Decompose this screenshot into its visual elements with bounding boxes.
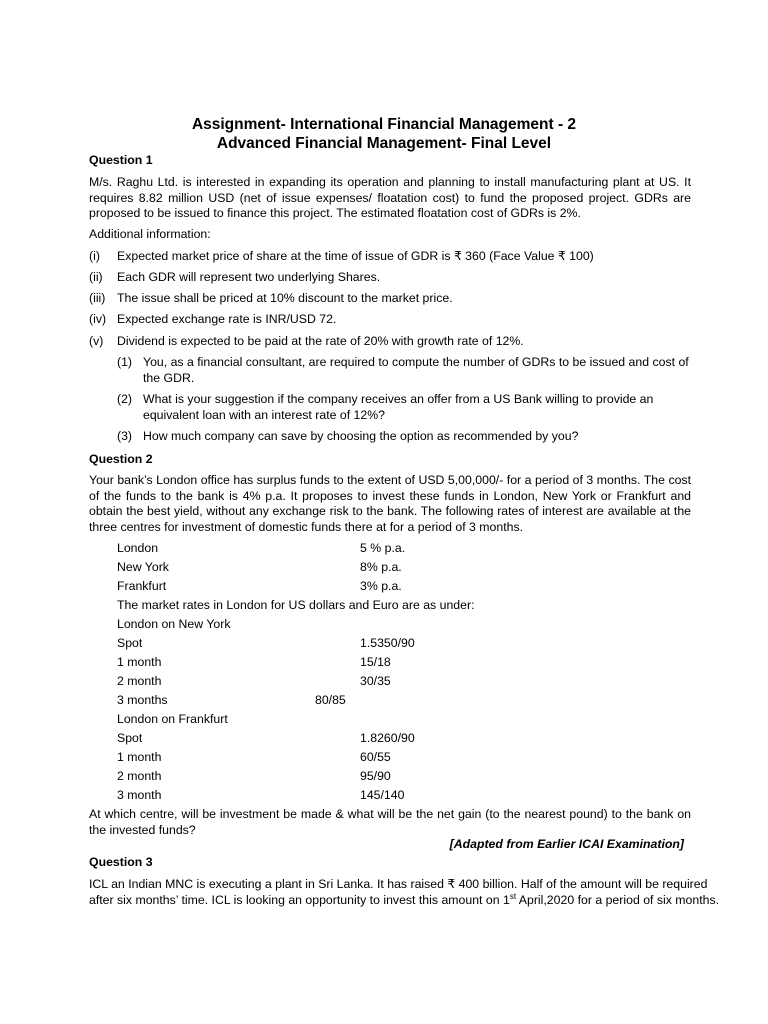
- rate-quote: 1.8260/90: [360, 731, 415, 745]
- subitem-text: You, as a financial consultant, are required to compute the number of GDRs to be issued and cost of the GDR.: [143, 355, 689, 385]
- rate-centre: Frankfurt: [117, 579, 167, 593]
- question-3-line-2-a: after six months’ time. ICL is looking an opportunity to invest this amount on 1: [89, 893, 510, 907]
- question-2-heading: Question 2: [89, 452, 153, 466]
- rate-quote: 60/55: [360, 750, 391, 764]
- rate-value: 5 % p.a.: [360, 541, 406, 555]
- list-item: Expected market price of share at the time of issue of GDR is ₹ 360 (Face Value ₹ 100): [117, 249, 594, 263]
- period-label: 3 months: [117, 693, 168, 707]
- rate-value: 3% p.a.: [360, 579, 402, 593]
- list-item: Dividend is expected to be paid at the rate of 20% with growth rate of 12%.: [117, 334, 524, 348]
- period-label: 3 month: [117, 788, 162, 802]
- subitem-number: (3): [117, 429, 133, 443]
- market-rates-intro: The market rates in London for US dollars and Euro are as under:: [117, 598, 475, 612]
- source-note: [Adapted from Earlier ICAI Examination]: [449, 837, 684, 851]
- subitem-text: How much company can save by choosing the option as recommended by you?: [143, 429, 579, 443]
- question-3-line-2-b: April,2020 for a period of six months.: [516, 893, 720, 907]
- item-number: (i): [89, 249, 100, 263]
- period-label: 1 month: [117, 655, 162, 669]
- rate-centre: London: [117, 541, 159, 555]
- rate-value: 8% p.a.: [360, 560, 402, 574]
- rate-quote: 30/35: [360, 674, 391, 688]
- new-york-heading: London on New York: [117, 617, 231, 631]
- rate-quote: 80/85: [315, 693, 346, 707]
- period-label: Spot: [117, 636, 143, 650]
- question-3-line-1: ICL an Indian MNC is executing a plant in Sri Lanka. It has raised ₹ 400 billion. Half of the amount will be required: [89, 877, 708, 891]
- item-number: (ii): [89, 270, 103, 284]
- question-2-intro: Your bank’s London office has surplus funds to the extent of USD 5,00,000/- for a period of 3 months. The cost of the funds to the bank is 4% p.a. It proposes to invest these funds in London, New York or Frankfurt and obtain the best yield, without any exchange risk to the bank. The following rates of interest are available at the three centres for investment of domestic funds there at for a period of 3 months.: [89, 473, 691, 534]
- question-3-line-2: [89, 893, 719, 909]
- subitem-number: (1): [117, 355, 133, 369]
- question-1-heading: Question 1: [89, 153, 153, 167]
- period-label: 2 month: [117, 674, 162, 688]
- question-1-intro: M/s. Raghu Ltd. is interested in expanding its operation and planning to install manufacturing plant at US. It requires 8.82 million USD (net of issue expenses/ floatation cost) to fund the proposed project. GDRs are proposed to be issued to finance this project. The estimated floatation cost of GDRs is 2%.: [89, 175, 691, 220]
- item-number: (v): [89, 334, 104, 348]
- ordinal-suffix: st: [509, 891, 517, 901]
- item-number: (iv): [89, 312, 107, 326]
- frankfurt-heading: London on Frankfurt: [117, 712, 228, 726]
- question-3-heading: Question 3: [89, 855, 153, 869]
- additional-info-label: Additional information:: [89, 227, 211, 241]
- rate-quote: 15/18: [360, 655, 391, 669]
- item-number: (iii): [89, 291, 106, 305]
- period-label: Spot: [117, 731, 143, 745]
- period-label: 1 month: [117, 750, 162, 764]
- subitem-number: (2): [117, 392, 133, 406]
- period-label: 2 month: [117, 769, 162, 783]
- rate-quote: 1.5350/90: [360, 636, 415, 650]
- subitem-text: What is your suggestion if the company receives an offer from a US Bank willing to provide an equivalent loan with an interest rate of 12%?: [143, 392, 654, 422]
- list-item: Each GDR will represent two underlying Shares.: [117, 270, 381, 284]
- rate-centre: New York: [117, 560, 169, 574]
- title-line-1: Assignment- International Financial Management - 2: [191, 116, 577, 133]
- rate-quote: 95/90: [360, 769, 391, 783]
- title-line-2: Advanced Financial Management- Final Level: [216, 135, 552, 152]
- question-2-ask: At which centre, will be investment be made & what will be the net gain (to the nearest pound) to the bank on the invested funds?: [89, 807, 691, 837]
- list-item: The issue shall be priced at 10% discount to the market price.: [117, 291, 453, 305]
- list-item: Expected exchange rate is INR/USD 72.: [117, 312, 337, 326]
- rate-quote: 145/140: [360, 788, 405, 802]
